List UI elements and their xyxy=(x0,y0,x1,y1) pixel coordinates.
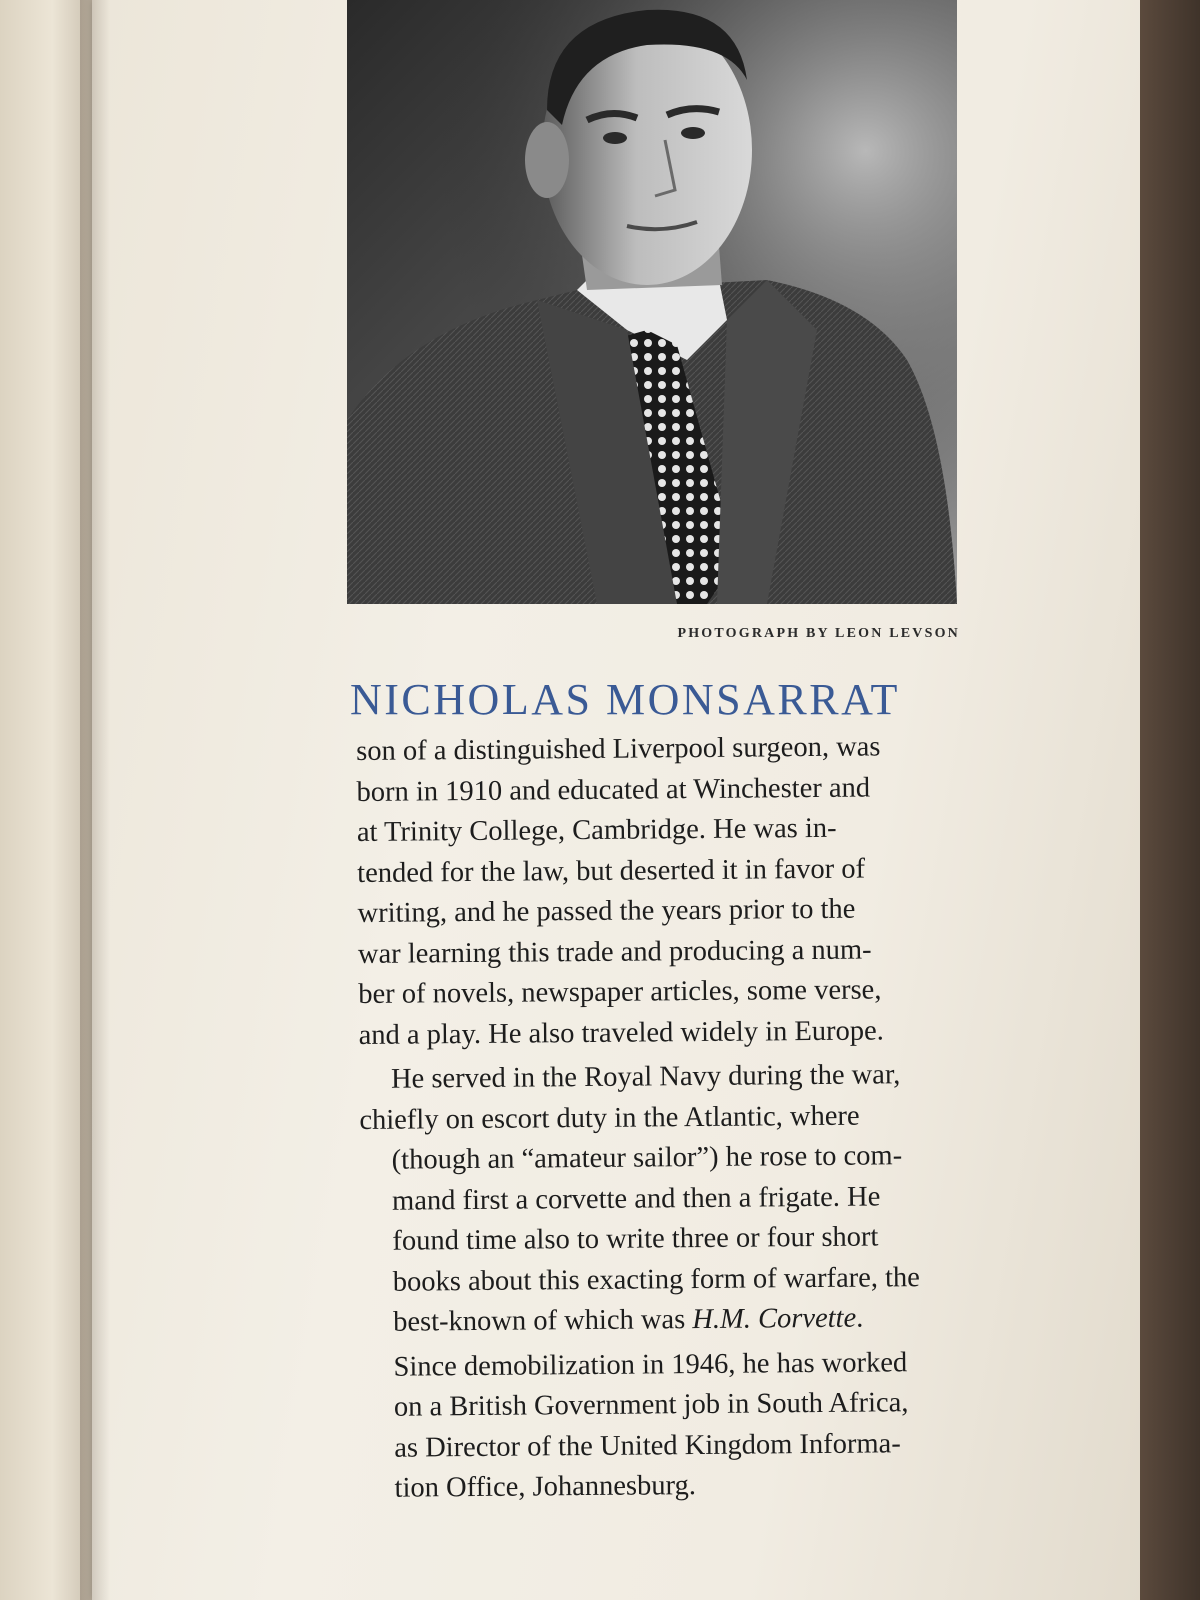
bio-line: and a play. He also traveled widely in Europe. xyxy=(358,1014,884,1051)
book-title-text: H.M. Corvette xyxy=(692,1302,857,1336)
bio-line: tended for the law, but deserted it in favor of xyxy=(357,853,866,889)
portrait-illustration xyxy=(347,0,957,604)
bio-line: tion Office, Johannesburg. xyxy=(394,1470,697,1504)
author-biography xyxy=(356,727,983,1514)
bio-text: best-known of which was xyxy=(393,1304,693,1338)
bio-line: on a British Government job in South Africa, xyxy=(393,1387,909,1423)
bio-line: mand first a corvette and then a frigate. He xyxy=(391,1180,881,1217)
bio-paragraph-2 xyxy=(359,1055,981,1344)
bio-text: . xyxy=(856,1302,864,1334)
bio-paragraph-3 xyxy=(361,1342,982,1509)
bio-line: Since demobilization in 1946, he has worked xyxy=(393,1346,908,1383)
author-name-heading: NICHOLAS MONSARRAT xyxy=(350,675,900,724)
bio-line: son of a distinguished Liverpool surgeon, was xyxy=(356,731,881,767)
bio-line: found time also to write three or four short xyxy=(392,1221,879,1257)
bio-line: born in 1910 and educated at Winchester and xyxy=(356,772,871,808)
bio-line: war learning this trade and producing a num- xyxy=(357,934,872,970)
bio-line: as Director of the United Kingdom Informa- xyxy=(394,1427,901,1464)
bio-line: books about this exacting form of warfare, the xyxy=(392,1261,921,1298)
binding-shadow xyxy=(80,0,110,1600)
book-cover-edge xyxy=(1140,0,1200,1600)
bio-line: chiefly on escort duty in the Atlantic, where xyxy=(359,1100,860,1136)
bio-line: writing, and he passed the years prior to the xyxy=(357,893,856,929)
bio-line: ber of novels, newspaper articles, some verse, xyxy=(358,974,882,1010)
bio-line: at Trinity College, Cambridge. He was in- xyxy=(356,812,837,848)
bio-line-last xyxy=(361,1298,981,1344)
bio-line: (though an “amateur sailor”) he rose to com- xyxy=(391,1140,903,1176)
bio-line: He served in the Royal Navy during the war, xyxy=(390,1059,901,1095)
author-portrait-photo xyxy=(347,0,957,604)
photo-credit: PHOTOGRAPH BY LEON LEVSON xyxy=(677,626,960,641)
bio-paragraph-1 xyxy=(356,727,979,1056)
